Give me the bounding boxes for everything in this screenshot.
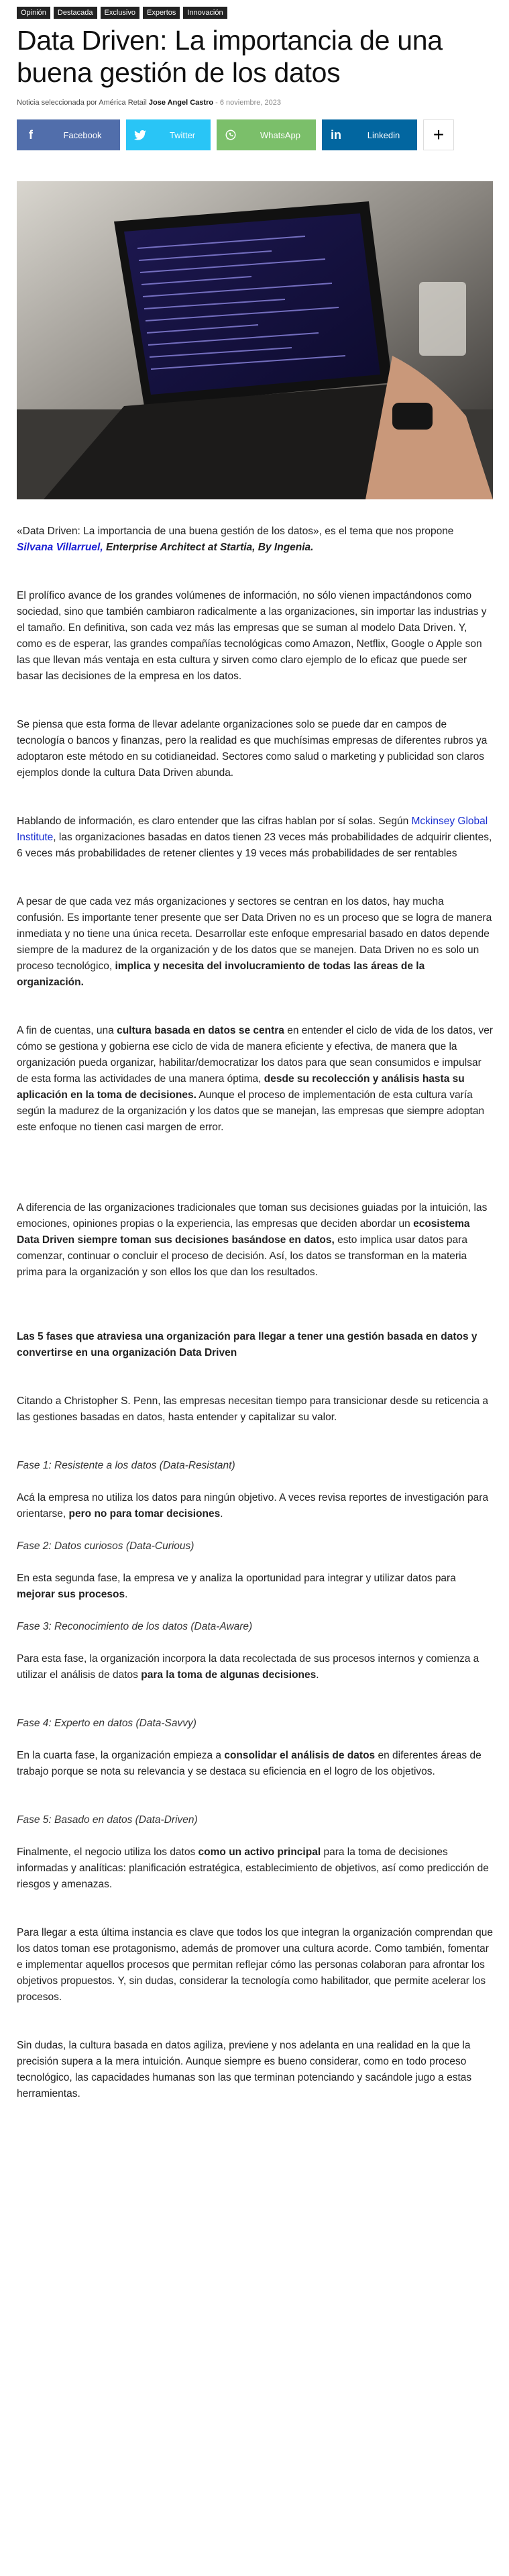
bold-text: para la toma de algunas decisiones	[141, 1669, 317, 1681]
laptop-photo	[17, 181, 493, 499]
text: Acá la empresa no utiliza los datos para ningún objetivo. A veces revisa reportes de investigación para orientarse,	[17, 1492, 489, 1520]
text: en diferentes áreas de trabajo porque se nota su relevancia y se destaca su eficiencia en el logro de los objetivos.	[17, 1750, 482, 1777]
text: esto implica usar datos para comenzar, continuar o concluir el proceso de decisión. Así, los datos se transforman en la materia prima para la organización y son ellos los que dan los resultados.	[17, 1234, 467, 1278]
plus-icon: +	[433, 124, 445, 145]
paragraph: Se piensa que esta forma de llevar adelante organizaciones solo se puede dar en campos de tecnología o bancos y finanzas, pero la realidad es que muchísimas empresas de diferentes rubros ya adoptaron este método en su cotidianeidad. Sectores como salud o marketing y publicidad son claros ejemplos donde la cultura Data Driven abunda.	[17, 719, 488, 779]
text: Para esta fase, la organización incorpora la data recolectada de sus procesos internos y comienza a utilizar el análisis de datos	[17, 1653, 479, 1681]
share-linkedin-label: Linkedin	[367, 130, 400, 140]
tag-opinion[interactable]: Opinión	[17, 7, 50, 19]
bold-text: ecosistema Data Driven siempre toman sus decisiones basándose en datos,	[17, 1218, 470, 1246]
bold-text: mejorar sus procesos	[17, 1589, 125, 1600]
bold-text: como un activo principal	[198, 1846, 321, 1858]
meta-date: 6 noviembre, 2023	[219, 99, 281, 107]
paragraph	[17, 1748, 493, 1780]
article-title: Data Driven: La importancia de una buena gestión de los datos	[17, 25, 443, 88]
text: A pesar de que cada vez más organizaciones y sectores se centran en los datos, hay mucha confusión. Es importante tener presente que ser Data Driven no es un proceso que se logra de manera inmediata y no tiene una única receta. Desarrollar este enfoque empresarial basado en datos depende siempre de la madurez de la organización y de los datos que se manejen. Data Driven no es solo un proceso tecnológico,	[17, 896, 492, 972]
text: En la cuarta fase, la organización empieza a	[17, 1750, 225, 1761]
paragraph	[17, 1023, 493, 1136]
text: A fin de cuentas, una	[17, 1025, 117, 1036]
share-bar	[17, 119, 493, 150]
share-linkedin-button[interactable]	[322, 119, 417, 150]
text: Aunque el proceso de implementación de esta cultura varía según la madurez de la organización y los datos que se manejan, las empresas que siempre adoptan este enfoque no tienen casi margen de error.	[17, 1089, 485, 1133]
paragraph	[17, 894, 493, 991]
paragraph	[17, 1651, 493, 1683]
bold-text: cultura basada en datos se centra	[117, 1025, 284, 1036]
mckinsey-link[interactable]: Mckinsey Global Institute	[17, 815, 488, 843]
paragraph	[17, 1200, 493, 1281]
whatsapp-icon	[217, 119, 245, 150]
hero-image	[17, 181, 493, 499]
share-facebook-label: Facebook	[63, 130, 102, 140]
text: en entender el ciclo de vida de los datos, ver cómo se gestiona y gobierna ese ciclo de vida de manera eficiente y efectiva, de manera que la organización pueda organizar, habilitar/democratizar los datos para que sean consumidos e impulsar de esta forma las actividades de una manera óptima,	[17, 1025, 493, 1085]
paragraph: El prolífico avance de los grandes volúmenes de información, no sólo vienen impactándonos como sociedad, sino que también cambiaron radicalmente a las organizaciones, sin importar las industrias y el tamaño. En definitiva, son cada vez más las empresas que se suman al modelo Data Driven. Y, como es de esperar, las grandes compañías tecnológicas como Amazon, Netflix, Google o Apple son las que llevan más ventaja en esta cultura y sirven como claro ejemplo de lo eficaz que puede ser basar las decisiones de la empresa en los datos.	[17, 590, 487, 682]
text: .	[316, 1669, 319, 1681]
author-name: Silvana Villarruel,	[17, 542, 103, 553]
phase-4-title: Fase 4: Experto en datos (Data-Savvy)	[17, 1718, 196, 1729]
intro-paragraph	[17, 524, 493, 556]
tag-destacada[interactable]: Destacada	[54, 7, 97, 19]
text: En esta segunda fase, la empresa ve y analiza la oportunidad para integrar y utilizar datos para	[17, 1573, 456, 1584]
paragraph	[17, 813, 493, 862]
text: .	[125, 1589, 128, 1600]
text: .	[220, 1508, 223, 1520]
share-twitter-button[interactable]	[126, 119, 211, 150]
meta-prefix: Noticia seleccionada por América Retail	[17, 99, 147, 107]
share-whatsapp-label: WhatsApp	[260, 130, 300, 140]
author-role: Enterprise Architect at Startia, By Ingenia.	[103, 542, 314, 553]
bold-text: implica y necesita del involucramiento de todas las áreas de la organización.	[17, 960, 425, 988]
text: , las organizaciones basadas en datos tienen 23 veces más probabilidades de adquirir clientes, 6 veces más probabilidades de retener clientes y 19 veces más probabilidades de ser rentables	[17, 832, 492, 859]
paragraph: Para llegar a esta última instancia es clave que todos los que integran la organización comprendan que los datos toman ese protagonismo, además de promover una cultura acorde. Como también, fomentar e implementar aquellos procesos que permitan reflejar cómo las personas colaboran para afrontar los objetivos propuestos. Y, sin dudas, considerar la tecnología como habilitador, que permite acelerar los procesos.	[17, 1927, 493, 2003]
text: Hablando de información, es claro entender que las cifras hablan por sí solas. Según	[17, 815, 412, 827]
text: para la toma de decisiones informadas y analíticas: planificación estratégica, establecimiento de objetivos, así como predicción de riesgos y amenazas.	[17, 1846, 489, 1890]
phase-5-title: Fase 5: Basado en datos (Data-Driven)	[17, 1814, 198, 1826]
share-twitter-label: Twitter	[169, 130, 196, 140]
share-whatsapp-button[interactable]	[217, 119, 316, 150]
tag-expertos[interactable]: Expertos	[143, 7, 180, 19]
phase-3-title: Fase 3: Reconocimiento de los datos (Data-Aware)	[17, 1621, 253, 1632]
text: A diferencia de las organizaciones tradicionales que toman sus decisiones guiadas por la intuición, las emociones, opiniones propias o la experiencia, las empresas que deciden abordar un	[17, 1202, 488, 1230]
meta-separator: -	[215, 99, 218, 107]
paragraph	[17, 1490, 493, 1522]
share-more-button[interactable]	[423, 119, 454, 150]
tag-exclusivo[interactable]: Exclusivo	[101, 7, 139, 19]
intro-text: «Data Driven: La importancia de una buena gestión de los datos», es el tema que nos propone	[17, 526, 454, 537]
facebook-icon: f	[29, 128, 33, 142]
share-facebook-button[interactable]	[17, 119, 120, 150]
meta-author[interactable]: Jose Angel Castro	[148, 99, 214, 107]
tag-innovacion[interactable]: Innovación	[183, 7, 227, 19]
paragraph	[17, 1844, 493, 1893]
bold-text: desde su recolección y análisis hasta su aplicación en la toma de decisiones.	[17, 1073, 465, 1101]
category-tags	[17, 7, 493, 19]
bold-text: consolidar el análisis de datos	[224, 1750, 376, 1761]
twitter-icon	[126, 119, 154, 150]
paragraph: Citando a Christopher S. Penn, las empresas necesitan tiempo para transicionar desde su reticencia a las gestiones basadas en datos, hasta entender y capitalizar su valor.	[17, 1395, 489, 1423]
bold-text: pero no para tomar decisiones	[68, 1508, 221, 1520]
phase-2-title: Fase 2: Datos curiosos (Data-Curious)	[17, 1540, 194, 1552]
paragraph: Sin dudas, la cultura basada en datos agiliza, previene y nos adelanta en una realidad en la que la precisión supera a la mera intuición. Aunque siempre es bueno considerar, como en todo proceso tecnológico, las capacidades humanas son las que terminan potenciando y sacándole jugo a estas herramientas.	[17, 2040, 472, 2099]
paragraph	[17, 1571, 493, 1603]
article-meta	[17, 98, 493, 107]
text: Finalmente, el negocio utiliza los datos	[17, 1846, 199, 1858]
phase-1-title: Fase 1: Resistente a los datos (Data-Resistant)	[17, 1460, 235, 1471]
linkedin-icon: in	[331, 128, 341, 142]
section-heading: Las 5 fases que atraviesa una organización para llegar a tener una gestión basada en datos y convertirse en una organización Data Driven	[17, 1331, 477, 1358]
